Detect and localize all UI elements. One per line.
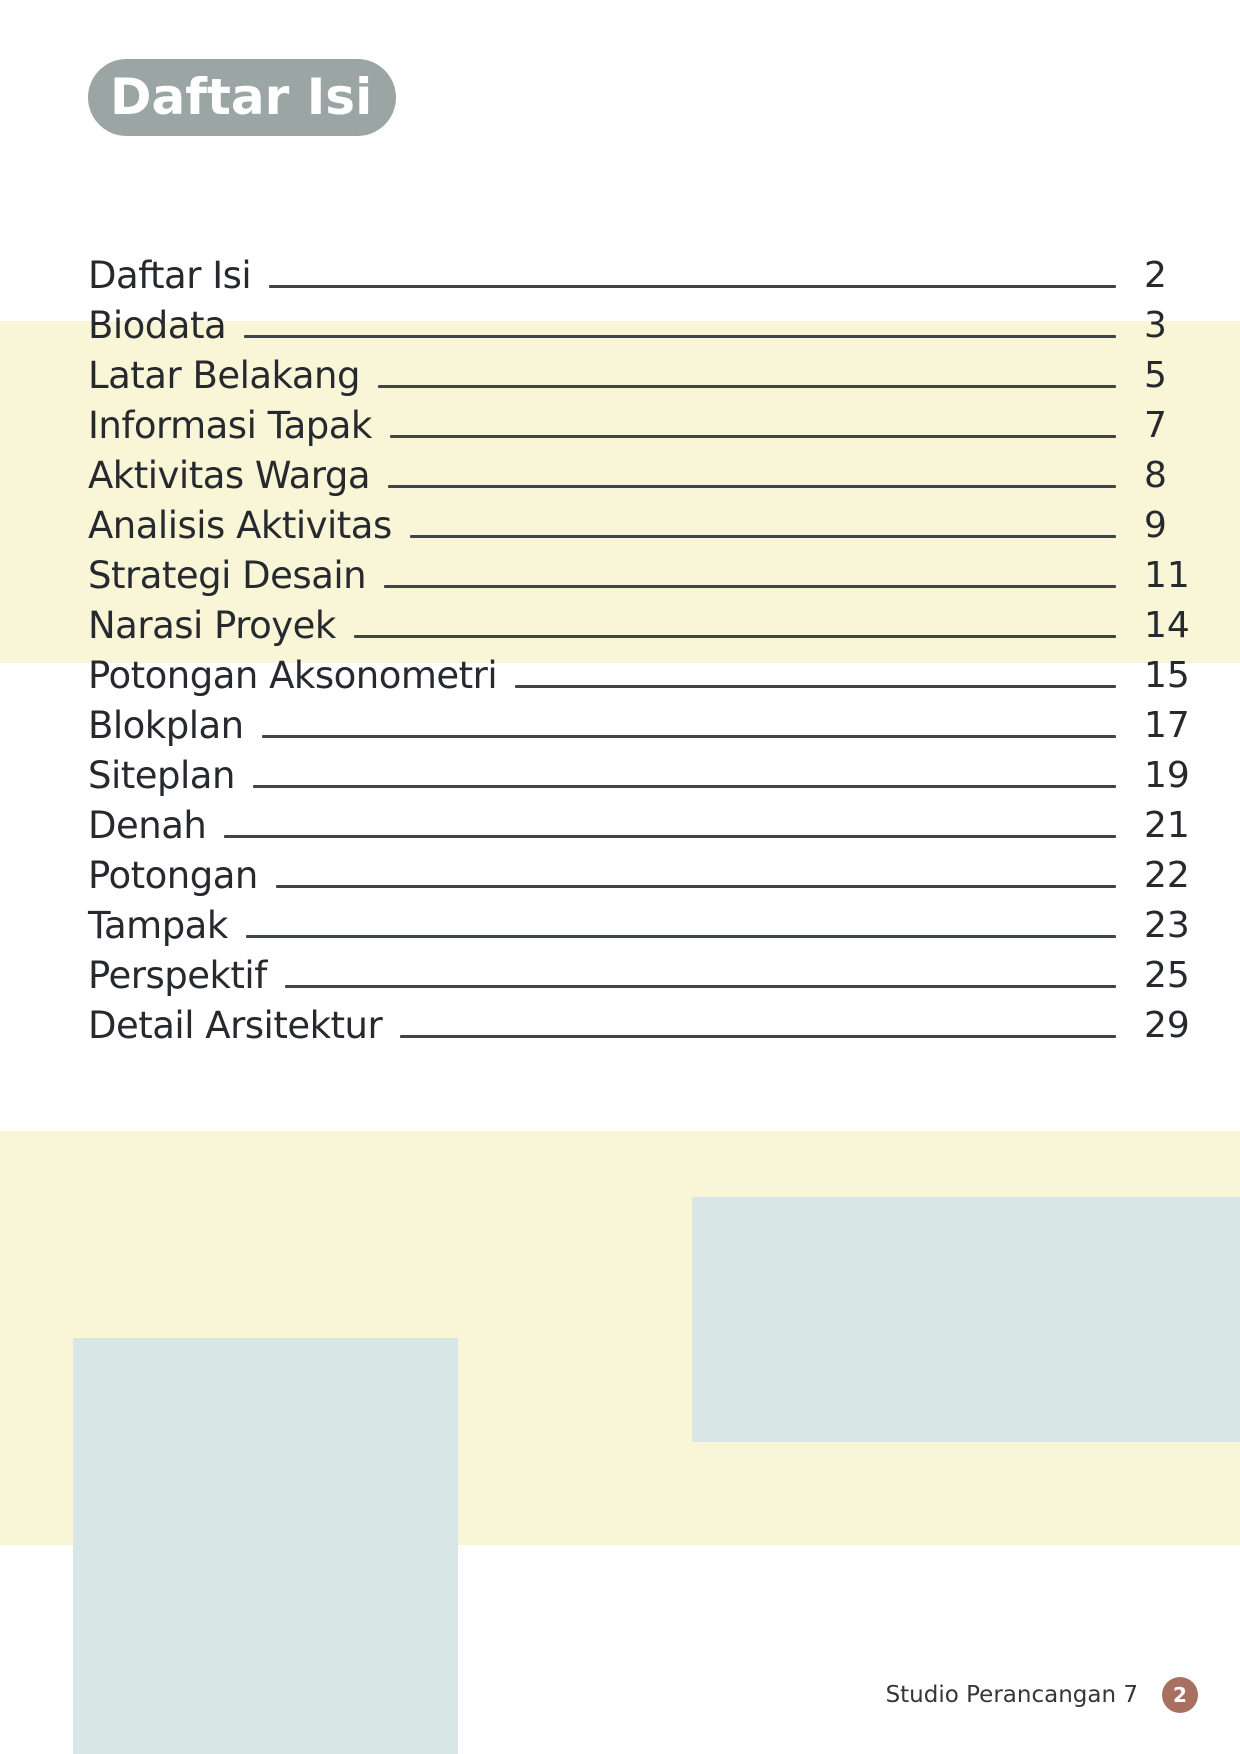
toc-entry[interactable]	[88, 301, 1188, 351]
toc-entry-label: Detail Arsitektur	[88, 1004, 383, 1047]
toc-entry-label: Daftar Isi	[88, 254, 252, 297]
toc-entry[interactable]	[88, 451, 1188, 501]
toc-leader-line	[276, 885, 1116, 888]
toc-entry-label: Biodata	[88, 304, 227, 347]
toc-entry[interactable]	[88, 501, 1188, 551]
toc-entry[interactable]	[88, 701, 1188, 751]
toc-leader-line	[269, 285, 1116, 288]
toc-entry-label: Analisis Aktivitas	[88, 504, 392, 547]
toc-entry-label: Narasi Proyek	[88, 604, 336, 647]
toc-leader-line	[354, 635, 1116, 638]
toc-entry[interactable]	[88, 851, 1188, 901]
toc-leader-line	[262, 735, 1116, 738]
toc-entry-label: Aktivitas Warga	[88, 454, 371, 497]
toc-entry-label: Potongan Aksonometri	[88, 654, 498, 697]
toc-leader-line	[378, 385, 1116, 388]
toc-entry-page-number: 3	[1144, 305, 1167, 346]
toc-entry-label: Tampak	[88, 904, 228, 947]
decorative-blue-block-left	[73, 1338, 458, 1754]
toc-leader-line	[515, 685, 1116, 688]
page-title: Daftar Isi	[88, 59, 396, 136]
toc-entry-page-number: 5	[1144, 355, 1167, 396]
decorative-blue-block-right	[692, 1197, 1240, 1442]
toc-entry-page-number: 9	[1144, 505, 1167, 546]
toc-entry[interactable]	[88, 951, 1188, 1001]
toc-entry[interactable]	[88, 901, 1188, 951]
toc-entry-label: Strategi Desain	[88, 554, 367, 597]
toc-entry-label: Siteplan	[88, 754, 235, 797]
toc-entry-page-number: 17	[1144, 705, 1190, 746]
toc-entry-page-number: 2	[1144, 255, 1167, 296]
toc-leader-line	[400, 1035, 1116, 1038]
toc-entry[interactable]	[88, 751, 1188, 801]
toc-leader-line	[244, 335, 1116, 338]
toc-entry-label: Potongan	[88, 854, 258, 897]
toc-leader-line	[285, 985, 1116, 988]
toc-entry[interactable]	[88, 801, 1188, 851]
footer-publication-title: Studio Perancangan 7	[885, 1682, 1138, 1708]
toc-entry-page-number: 25	[1144, 955, 1190, 996]
toc-entry-label: Informasi Tapak	[88, 404, 372, 447]
footer-page-number: 2	[1162, 1677, 1198, 1713]
toc-leader-line	[384, 585, 1116, 588]
toc-entry-page-number: 23	[1144, 905, 1190, 946]
toc-entry-page-number: 21	[1144, 805, 1190, 846]
toc-entry-label: Denah	[88, 804, 207, 847]
toc-entry[interactable]	[88, 251, 1188, 301]
toc-entry-page-number: 11	[1144, 555, 1190, 596]
toc-entry-label: Perspektif	[88, 954, 267, 997]
table-of-contents	[88, 251, 1188, 1051]
toc-entry-page-number: 14	[1144, 605, 1190, 646]
page-footer	[886, 1675, 1198, 1715]
toc-entry[interactable]	[88, 601, 1188, 651]
toc-entry[interactable]	[88, 401, 1188, 451]
toc-entry-page-number: 19	[1144, 755, 1190, 796]
toc-entry-page-number: 7	[1144, 405, 1167, 446]
toc-entry-page-number: 8	[1144, 455, 1167, 496]
toc-entry-page-number: 15	[1144, 655, 1190, 696]
toc-leader-line	[390, 435, 1116, 438]
toc-leader-line	[388, 485, 1116, 488]
toc-entry[interactable]	[88, 1001, 1188, 1051]
toc-entry[interactable]	[88, 651, 1188, 701]
toc-entry-label: Latar Belakang	[88, 354, 360, 397]
toc-entry-page-number: 22	[1144, 855, 1190, 896]
toc-leader-line	[253, 785, 1116, 788]
toc-leader-line	[224, 835, 1116, 838]
toc-leader-line	[410, 535, 1116, 538]
toc-entry[interactable]	[88, 551, 1188, 601]
toc-entry[interactable]	[88, 351, 1188, 401]
toc-entry-page-number: 29	[1144, 1005, 1190, 1046]
toc-entry-label: Blokplan	[88, 704, 244, 747]
toc-leader-line	[246, 935, 1116, 938]
